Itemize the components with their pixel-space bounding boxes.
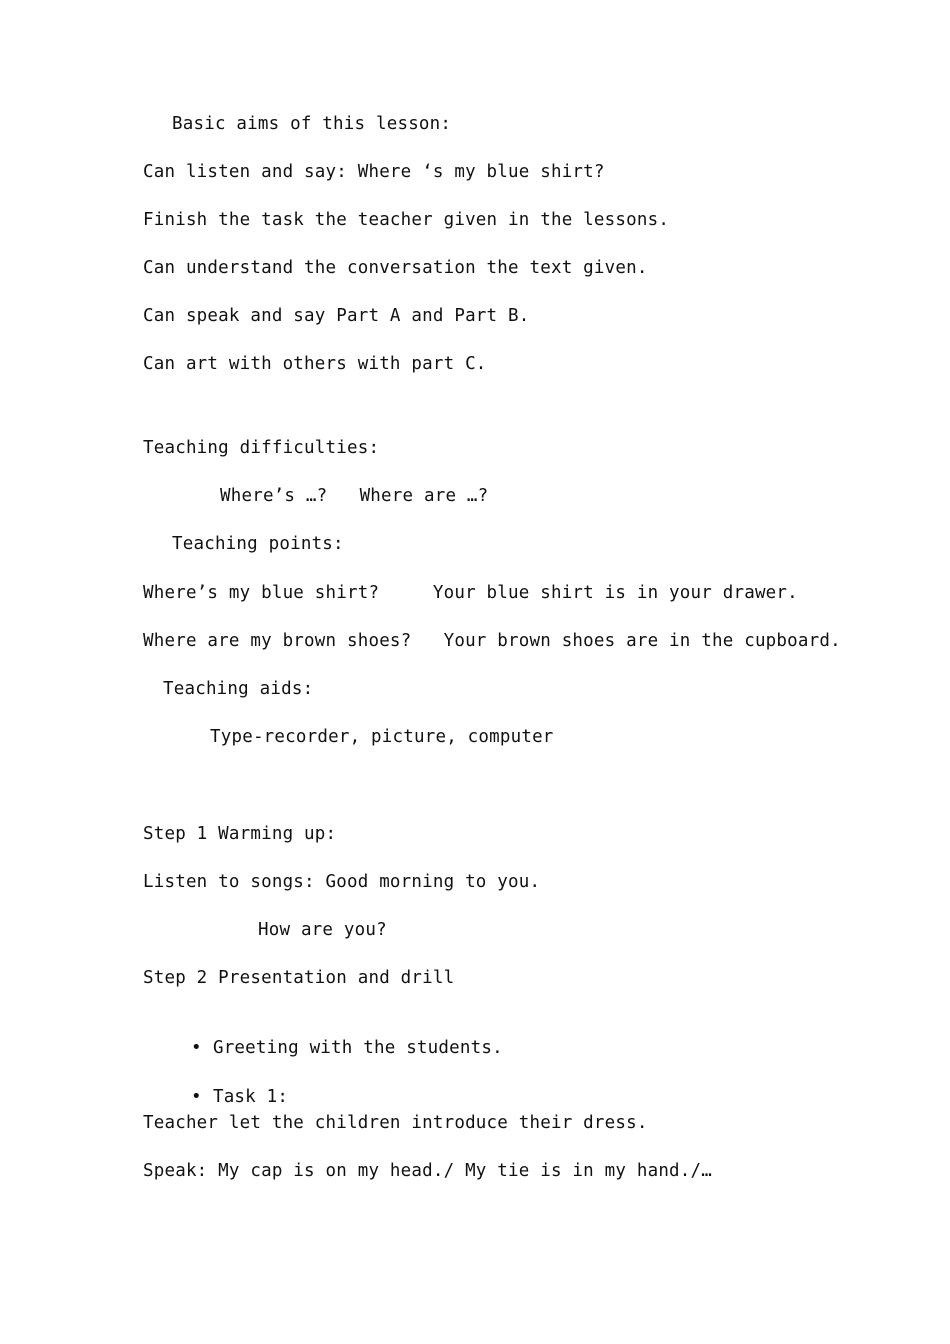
bullet-text: Task 1: [212, 1087, 289, 1107]
step1-heading: Step 1 Warming up: [143, 824, 337, 844]
aim-item: Can listen and say: Where ‘s my blue shirt? [143, 162, 605, 182]
points-heading: Teaching points: [172, 534, 344, 554]
aim-item: Can understand the conversation the text given. [143, 258, 648, 278]
difficulties-heading: Teaching difficulties: [143, 438, 380, 458]
step1-songs: Listen to songs: Good morning to you. [143, 872, 541, 892]
aims-heading: Basic aims of this lesson: [172, 114, 452, 134]
aim-item: Can art with others with part C. [143, 354, 487, 374]
step2-heading: Step 2 Presentation and drill [143, 968, 455, 988]
bullet-icon: • [190, 1087, 202, 1107]
bullet-text: Greeting with the students. [212, 1038, 503, 1058]
speak-text: Speak: My cap is on my head./ My tie is in my hand./… [143, 1161, 713, 1181]
difficulties-content: Where’s …? Where are …? [220, 486, 489, 506]
aids-content: Type-recorder, picture, computer [210, 727, 554, 747]
step1-song2: How are you? [258, 920, 387, 940]
point-item: Where are my brown shoes? Your brown shoes are in the cupboard. [143, 631, 841, 651]
point-item: Where’s my blue shirt? Your blue shirt is in your drawer. [143, 583, 798, 603]
aim-item: Finish the task the teacher given in the lessons. [143, 210, 670, 230]
aids-heading: Teaching aids: [163, 679, 314, 699]
bullet-icon: • [190, 1038, 202, 1058]
task-text: Teacher let the children introduce their dress. [143, 1113, 648, 1133]
aim-item: Can speak and say Part A and Part B. [143, 306, 530, 326]
